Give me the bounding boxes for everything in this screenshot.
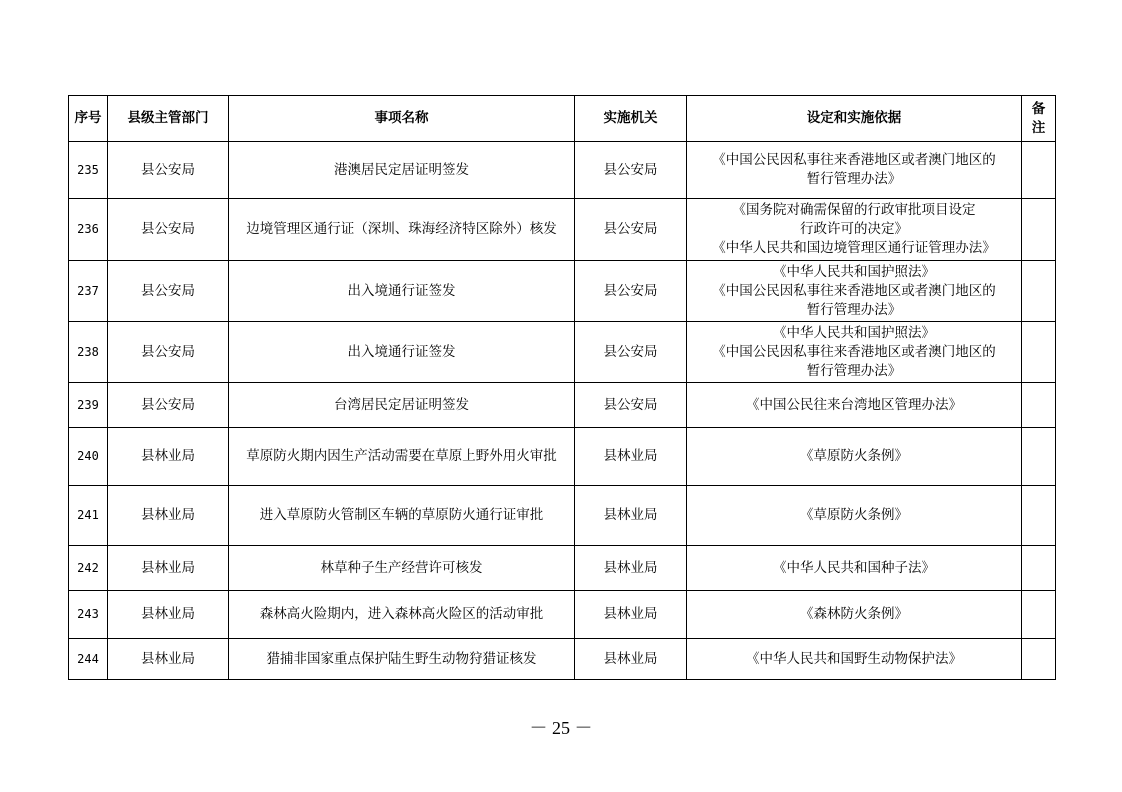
row-basis [687, 428, 1022, 486]
row-number: 242 [69, 546, 108, 591]
row-note [1022, 428, 1056, 486]
row-note [1022, 591, 1056, 639]
row-item-name: 港澳居民定居证明签发 [229, 142, 575, 199]
row-agency: 县林业局 [575, 591, 687, 639]
page-number: － 25 － [529, 718, 593, 738]
table-row [69, 199, 1056, 261]
row-dept: 县公安局 [108, 199, 229, 261]
row-item-name: 森林高火险期内，进入森林高火险区的活动审批 [229, 591, 575, 639]
row-number: 236 [69, 199, 108, 261]
header-note: 备注 [1022, 96, 1056, 142]
row-number: 241 [69, 486, 108, 546]
row-agency: 县公安局 [575, 322, 687, 383]
basis-line: 《中国公民因私事往来香港地区或者澳门地区的 [712, 282, 996, 299]
row-basis [687, 546, 1022, 591]
header-seq: 序号 [69, 96, 108, 142]
basis-line: 《中华人民共和国护照法》 [773, 263, 935, 280]
row-agency: 县公安局 [575, 383, 687, 428]
row-item-name: 进入草原防火管制区车辆的草原防火通行证审批 [229, 486, 575, 546]
row-basis [687, 199, 1022, 261]
row-basis [687, 591, 1022, 639]
row-item-name: 边境管理区通行证（深圳、珠海经济特区除外）核发 [229, 199, 575, 261]
row-note [1022, 261, 1056, 322]
table-row [69, 261, 1056, 322]
row-number: 237 [69, 261, 108, 322]
table-row [69, 383, 1056, 428]
basis-line: 《中国公民往来台湾地区管理办法》 [746, 396, 962, 413]
row-basis [687, 322, 1022, 383]
basis-line: 《森林防火条例》 [800, 606, 908, 622]
row-basis [687, 261, 1022, 322]
row-dept: 县林业局 [108, 486, 229, 546]
basis-line: 暂行管理办法》 [806, 362, 902, 379]
row-agency: 县公安局 [575, 142, 687, 199]
row-item-name: 草原防火期内因生产活动需要在草原上野外用火审批 [229, 428, 575, 486]
table-row [69, 322, 1056, 383]
row-dept: 县林业局 [108, 591, 229, 639]
header-item-name: 事项名称 [229, 96, 575, 142]
row-note [1022, 546, 1056, 591]
row-dept: 县公安局 [108, 142, 229, 199]
row-agency: 县公安局 [575, 261, 687, 322]
row-number: 238 [69, 322, 108, 383]
row-item-name: 出入境通行证签发 [229, 261, 575, 322]
header-basis: 设定和实施依据 [687, 96, 1022, 142]
table-row [69, 486, 1056, 546]
row-item-name: 林草种子生产经营许可核发 [229, 546, 575, 591]
row-note [1022, 383, 1056, 428]
basis-line: 《中国公民因私事往来香港地区或者澳门地区的 [712, 343, 996, 360]
row-agency: 县林业局 [575, 486, 687, 546]
basis-line: 《草原防火条例》 [800, 448, 908, 464]
basis-line: 暂行管理办法》 [806, 301, 902, 318]
row-dept: 县公安局 [108, 261, 229, 322]
row-number: 243 [69, 591, 108, 639]
row-basis [687, 486, 1022, 546]
table-row [69, 591, 1056, 639]
row-basis [687, 142, 1022, 199]
header-dept: 县级主管部门 [108, 96, 229, 142]
row-agency: 县林业局 [575, 639, 687, 680]
table-row [69, 142, 1056, 199]
row-item-name: 猎捕非国家重点保护陆生野生动物狩猎证核发 [229, 639, 575, 680]
table-row [69, 639, 1056, 680]
basis-line: 《中华人民共和国野生动物保护法》 [746, 650, 962, 667]
header-agency: 实施机关 [575, 96, 687, 142]
basis-line: 行政许可的决定》 [800, 221, 908, 237]
row-agency: 县公安局 [575, 199, 687, 261]
row-agency: 县林业局 [575, 428, 687, 486]
basis-line: 《草原防火条例》 [800, 507, 908, 523]
table-row [69, 546, 1056, 591]
row-item-name: 台湾居民定居证明签发 [229, 383, 575, 428]
basis-line: 《中华人民共和国护照法》 [773, 324, 935, 341]
basis-line: 《国务院对确需保留的行政审批项目设定 [732, 202, 976, 218]
row-item-name: 出入境通行证签发 [229, 322, 575, 383]
basis-line: 《中华人民共和国边境管理区通行证管理办法》 [712, 240, 996, 256]
basis-line: 《中国公民因私事往来香港地区或者澳门地区的 [712, 152, 996, 168]
basis-line: 《中华人民共和国种子法》 [773, 559, 935, 576]
approval-items-table [68, 95, 1056, 680]
row-dept: 县公安局 [108, 383, 229, 428]
row-number: 244 [69, 639, 108, 680]
row-agency: 县林业局 [575, 546, 687, 591]
row-number: 240 [69, 428, 108, 486]
row-note [1022, 486, 1056, 546]
row-basis [687, 383, 1022, 428]
row-note [1022, 639, 1056, 680]
table-row [69, 428, 1056, 486]
row-basis [687, 639, 1022, 680]
row-dept: 县林业局 [108, 428, 229, 486]
row-number: 239 [69, 383, 108, 428]
row-dept: 县林业局 [108, 639, 229, 680]
row-number: 235 [69, 142, 108, 199]
row-dept: 县公安局 [108, 322, 229, 383]
row-note [1022, 199, 1056, 261]
row-note [1022, 322, 1056, 383]
table-header-row [69, 96, 1056, 142]
row-dept: 县林业局 [108, 546, 229, 591]
row-note [1022, 142, 1056, 199]
basis-line: 暂行管理办法》 [806, 171, 902, 187]
